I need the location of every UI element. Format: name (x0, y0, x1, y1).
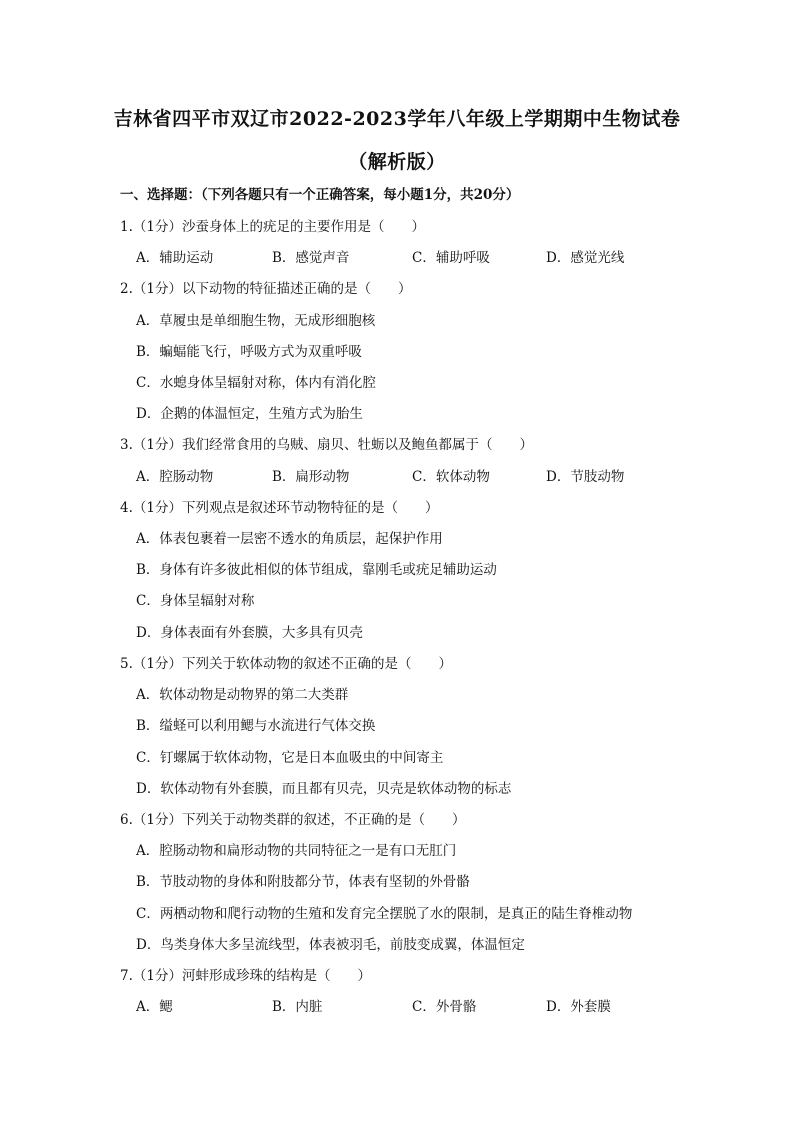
document-subtitle: （解析版） (348, 151, 446, 173)
question-4-option-b: B．身体有许多彼此相似的体节组成，靠刚毛或疣足辅助运动 (136, 562, 497, 578)
question-7-option-d: D．外套膜 (546, 999, 611, 1015)
question-2-option-b: B．蝙蝠能飞行，呼吸方式为双重呼吸 (136, 344, 362, 360)
question-3-option-d: D．节肢动物 (546, 469, 625, 485)
question-6-stem: 6.（1分）下列关于动物类群的叙述，不正确的是（ ） (120, 812, 466, 828)
question-3-option-b: B．扁形动物 (272, 469, 350, 485)
question-4-option-d: D．身体表面有外套膜，大多具有贝壳 (136, 625, 363, 641)
section-heading: 一、选择题：（下列各题只有一个正确答案，每小题1分，共20分） (120, 187, 520, 203)
question-1-option-c: C．辅助呼吸 (412, 250, 490, 266)
question-3-option-a: A．腔肠动物 (136, 469, 214, 485)
question-5-option-c: C．钉螺属于软体动物，它是日本血吸虫的中间寄主 (136, 750, 444, 766)
question-2-option-a: A．草履虫是单细胞生物，无成形细胞核 (136, 313, 376, 329)
question-6-option-c: C．两栖动物和爬行动物的生殖和发育完全摆脱了水的限制，是真正的陆生脊椎动物 (136, 906, 633, 922)
question-1-option-d: D．感觉光线 (546, 250, 625, 266)
question-4-option-c: C．身体呈辐射对称 (136, 593, 255, 609)
question-5-stem: 5.（1分）下列关于软体动物的叙述不正确的是（ ） (120, 656, 452, 672)
question-1-option-a: A．辅助运动 (136, 250, 214, 266)
question-4-stem: 4.（1分）下列观点是叙述环节动物特征的是（ ） (120, 500, 439, 516)
question-3-stem: 3.（1分）我们经常食用的乌贼、扇贝、牡蛎以及鲍鱼都属于（ ） (120, 437, 533, 453)
question-1-stem: 1.（1分）沙蚕身体上的疣足的主要作用是（ ） (120, 219, 425, 235)
question-2-option-c: C．水螅身体呈辐射对称，体内有消化腔 (136, 375, 376, 391)
document-title: 吉林省四平市双辽市2022-2023学年八年级上学期期中生物试卷 (113, 108, 681, 130)
question-5-option-d: D．软体动物有外套膜，而且都有贝壳，贝壳是软体动物的标志 (136, 781, 512, 797)
question-6-option-b: B．节肢动物的身体和附肢都分节，体表有坚韧的外骨骼 (136, 874, 470, 890)
question-2-option-d: D．企鹅的体温恒定，生殖方式为胎生 (136, 406, 363, 422)
question-7-stem: 7.（1分）河蚌形成珍珠的结构是（ ） (120, 968, 371, 984)
question-7-option-c: C．外骨骼 (412, 999, 477, 1015)
question-7-option-a: A．鳃 (136, 999, 173, 1015)
question-5-option-a: A．软体动物是动物界的第二大类群 (136, 687, 349, 703)
question-4-option-a: A．体表包裹着一层密不透水的角质层，起保护作用 (136, 531, 443, 547)
question-5-option-b: B．缢蛏可以利用鳃与水流进行气体交换 (136, 718, 376, 734)
question-3-option-c: C．软体动物 (412, 469, 490, 485)
question-6-option-a: A．腔肠动物和扁形动物的共同特征之一是有口无肛门 (136, 843, 457, 859)
question-7-option-b: B．内脏 (272, 999, 323, 1015)
question-6-option-d: D．鸟类身体大多呈流线型，体表被羽毛，前肢变成翼，体温恒定 (136, 937, 525, 953)
question-2-stem: 2.（1分）以下动物的特征描述正确的是（ ） (120, 281, 412, 297)
question-1-option-b: B．感觉声音 (272, 250, 350, 266)
